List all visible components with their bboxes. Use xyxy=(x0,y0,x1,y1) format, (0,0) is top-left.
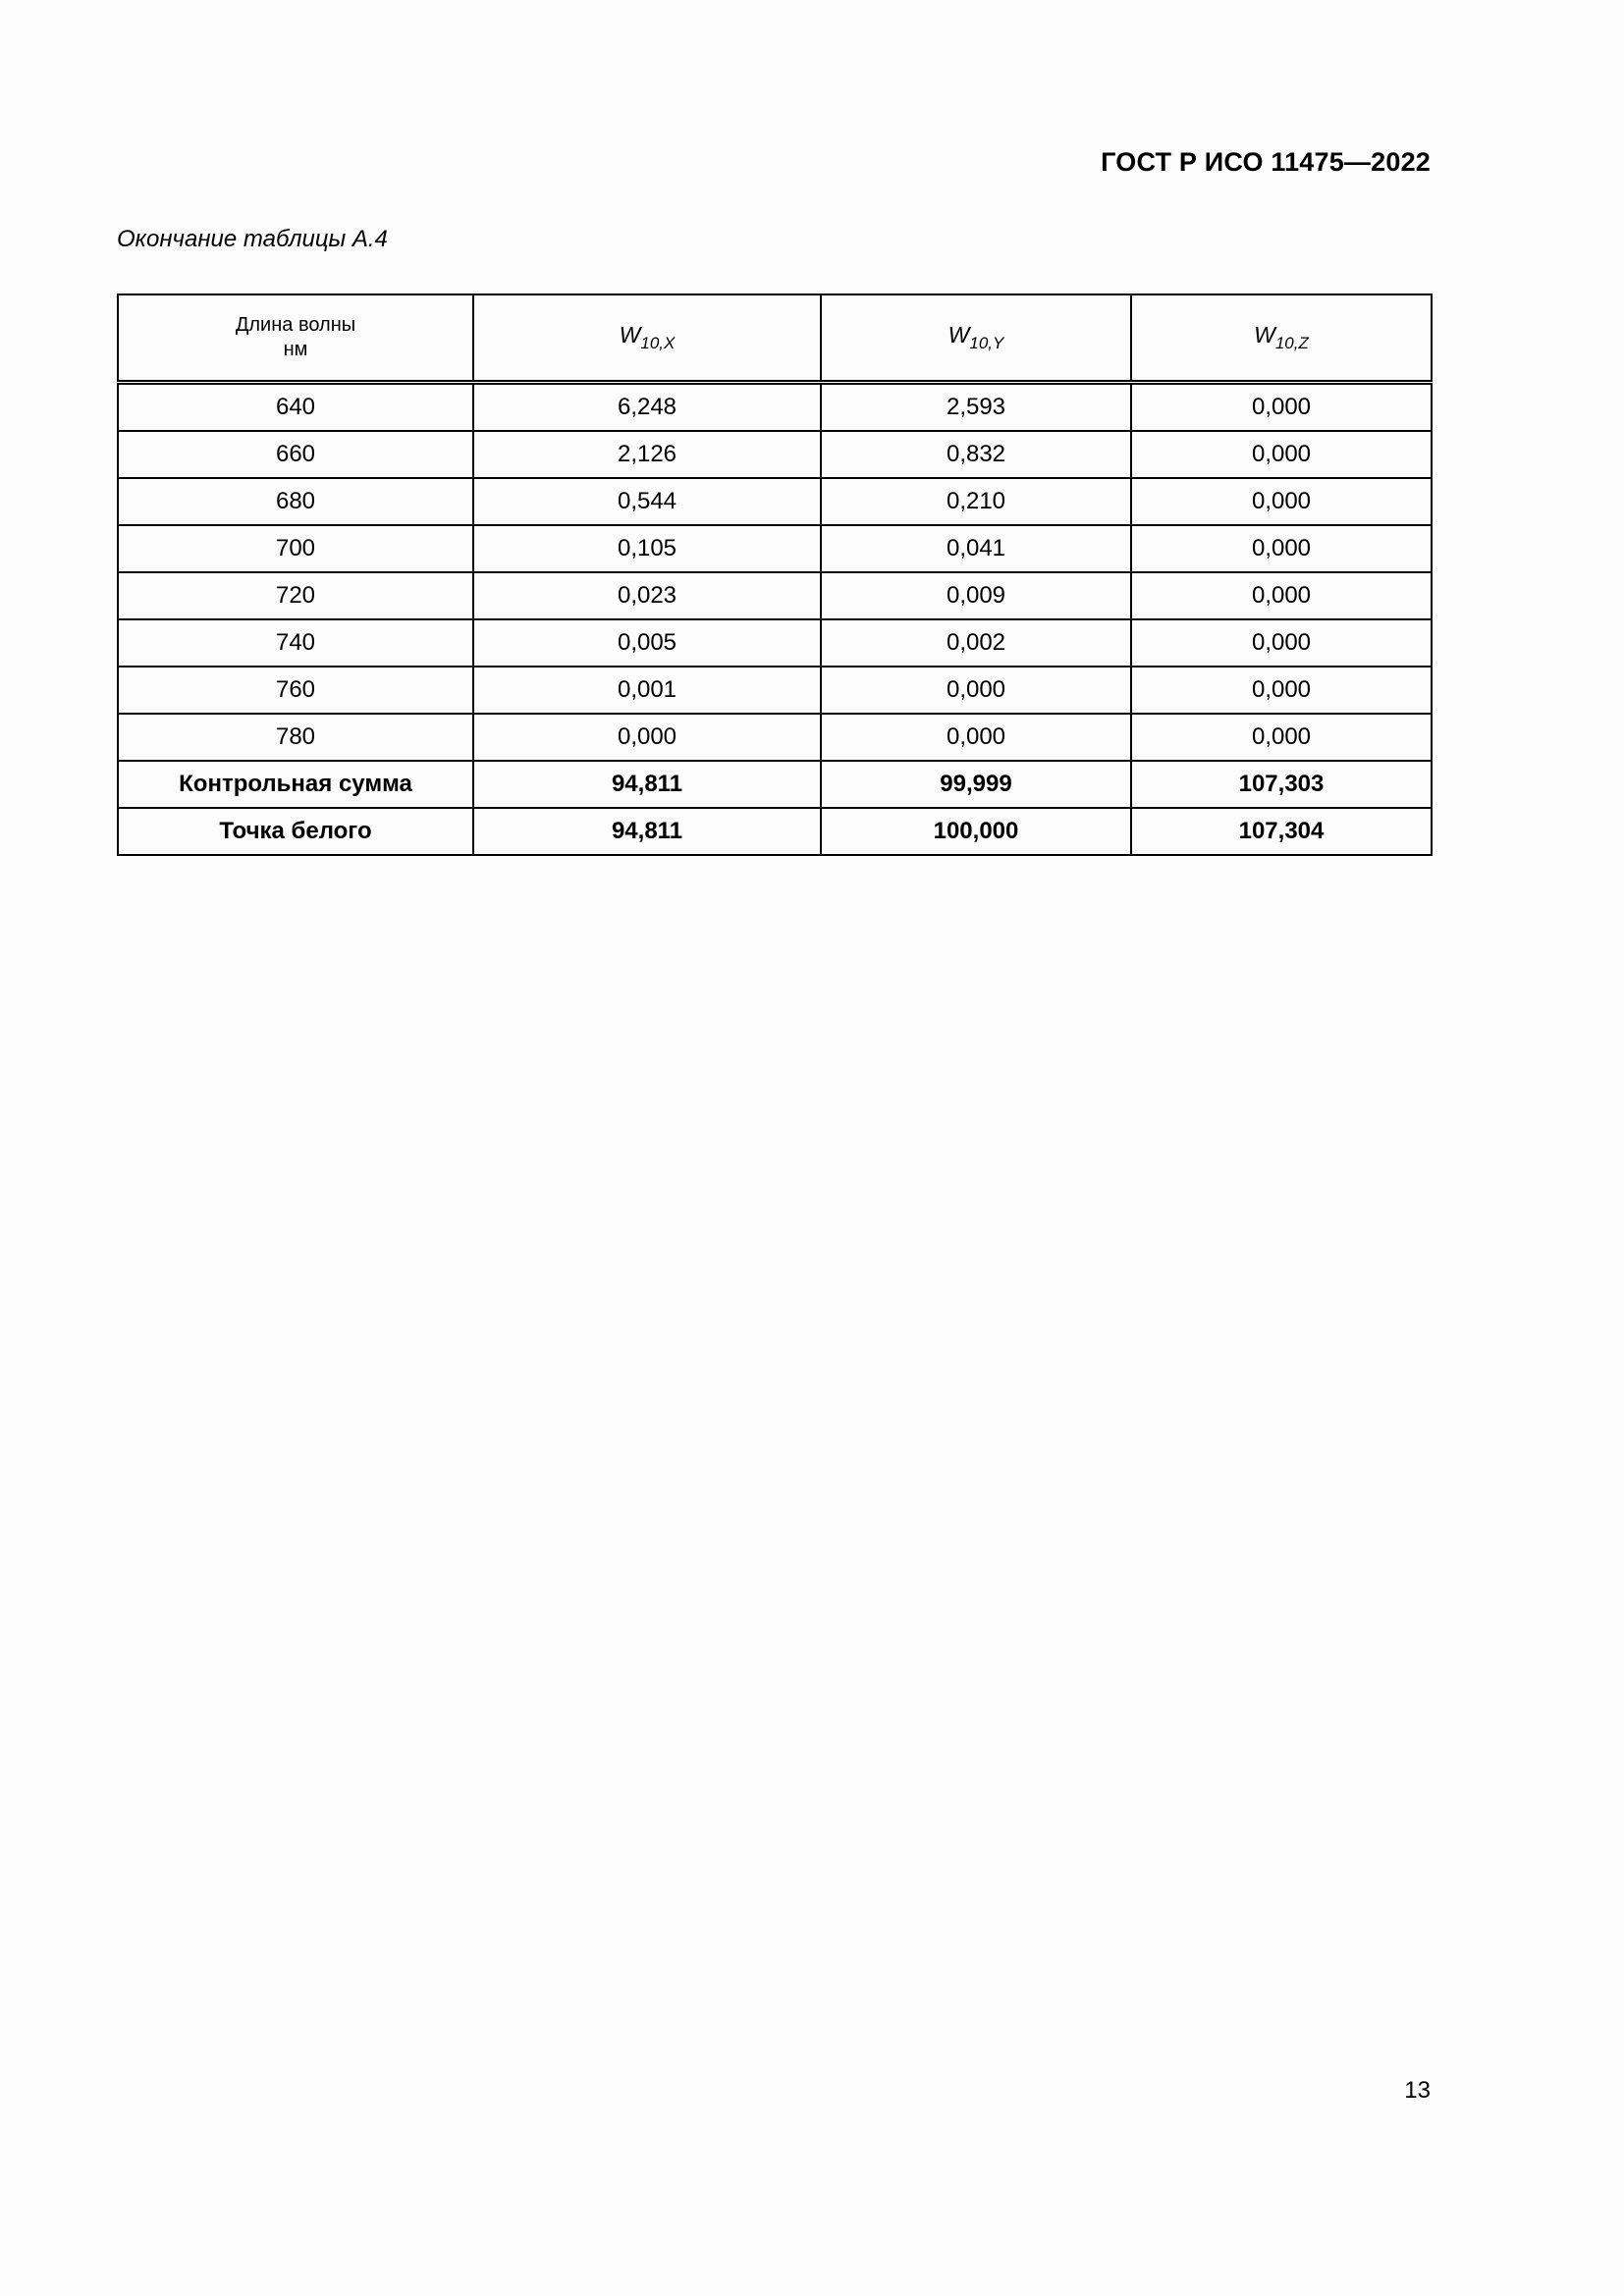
white-point-label: Точка белого xyxy=(118,808,473,855)
header-w10z-subscript: 10,Z xyxy=(1274,334,1309,352)
cell-w10y: 0,009 xyxy=(821,572,1131,619)
checksum-label: Контрольная сумма xyxy=(118,761,473,808)
header-w10x xyxy=(473,294,821,383)
table-row xyxy=(118,525,1432,572)
cell-w10y: 2,593 xyxy=(821,383,1131,432)
cell-w10z: 0,000 xyxy=(1131,431,1432,478)
table-caption: Окончание таблицы А.4 xyxy=(117,226,388,252)
header-w10x-symbol: $W_{10,X}$ xyxy=(619,322,676,352)
table-header-row xyxy=(118,294,1432,383)
cell-w10z: 0,000 xyxy=(1131,383,1432,432)
header-w10y-symbol: $W_{10,Y}$ xyxy=(947,322,1004,352)
cell-w10x: 0,001 xyxy=(473,667,821,714)
cell-w10x: 6,248 xyxy=(473,383,821,432)
cell-w10x: 0,105 xyxy=(473,525,821,572)
white-point-w10z: 107,304 xyxy=(1131,808,1432,855)
header-w10y-subscript: 10,Y xyxy=(969,334,1004,352)
cell-wavelength: 660 xyxy=(118,431,473,478)
header-w10z-symbol: $W_{10,Z}$ xyxy=(1254,322,1309,352)
data-table xyxy=(117,294,1433,856)
checksum-w10x: 94,811 xyxy=(473,761,821,808)
cell-wavelength: 760 xyxy=(118,667,473,714)
header-wavelength xyxy=(118,294,473,383)
header-w10y xyxy=(821,294,1131,383)
cell-w10x: 0,000 xyxy=(473,714,821,761)
page-number: 13 xyxy=(1404,2077,1431,2104)
white-point-w10x: 94,811 xyxy=(473,808,821,855)
cell-w10z: 0,000 xyxy=(1131,667,1432,714)
checksum-w10z: 107,303 xyxy=(1131,761,1432,808)
white-point-row xyxy=(118,808,1432,855)
header-wavelength-label: Длина волны xyxy=(235,314,356,336)
table-row xyxy=(118,714,1432,761)
cell-w10y: 0,000 xyxy=(821,667,1131,714)
cell-w10x: 0,005 xyxy=(473,619,821,667)
cell-w10y: 0,210 xyxy=(821,478,1131,525)
header-w10z xyxy=(1131,294,1432,383)
cell-wavelength: 700 xyxy=(118,525,473,572)
cell-wavelength: 640 xyxy=(118,383,473,432)
cell-w10y: 0,000 xyxy=(821,714,1131,761)
cell-wavelength: 720 xyxy=(118,572,473,619)
cell-w10y: 0,832 xyxy=(821,431,1131,478)
cell-w10z: 0,000 xyxy=(1131,478,1432,525)
cell-w10z: 0,000 xyxy=(1131,714,1432,761)
cell-wavelength: 740 xyxy=(118,619,473,667)
cell-w10x: 0,023 xyxy=(473,572,821,619)
document-header: ГОСТ Р ИСО 11475—2022 xyxy=(1101,147,1431,177)
header-w10x-subscript: 10,X xyxy=(640,334,676,352)
checksum-w10y: 99,999 xyxy=(821,761,1131,808)
table-body xyxy=(118,383,1432,856)
cell-wavelength: 780 xyxy=(118,714,473,761)
header-wavelength-unit: нм xyxy=(283,339,308,360)
table-row xyxy=(118,572,1432,619)
table-header xyxy=(118,294,1432,383)
cell-w10z: 0,000 xyxy=(1131,572,1432,619)
cell-w10x: 2,126 xyxy=(473,431,821,478)
checksum-row xyxy=(118,761,1432,808)
cell-w10y: 0,002 xyxy=(821,619,1131,667)
table-row xyxy=(118,383,1432,432)
table-row xyxy=(118,667,1432,714)
cell-w10x: 0,544 xyxy=(473,478,821,525)
table-row xyxy=(118,478,1432,525)
cell-wavelength: 680 xyxy=(118,478,473,525)
table-row xyxy=(118,431,1432,478)
table-row xyxy=(118,619,1432,667)
cell-w10y: 0,041 xyxy=(821,525,1131,572)
cell-w10z: 0,000 xyxy=(1131,525,1432,572)
white-point-w10y: 100,000 xyxy=(821,808,1131,855)
cell-w10z: 0,000 xyxy=(1131,619,1432,667)
